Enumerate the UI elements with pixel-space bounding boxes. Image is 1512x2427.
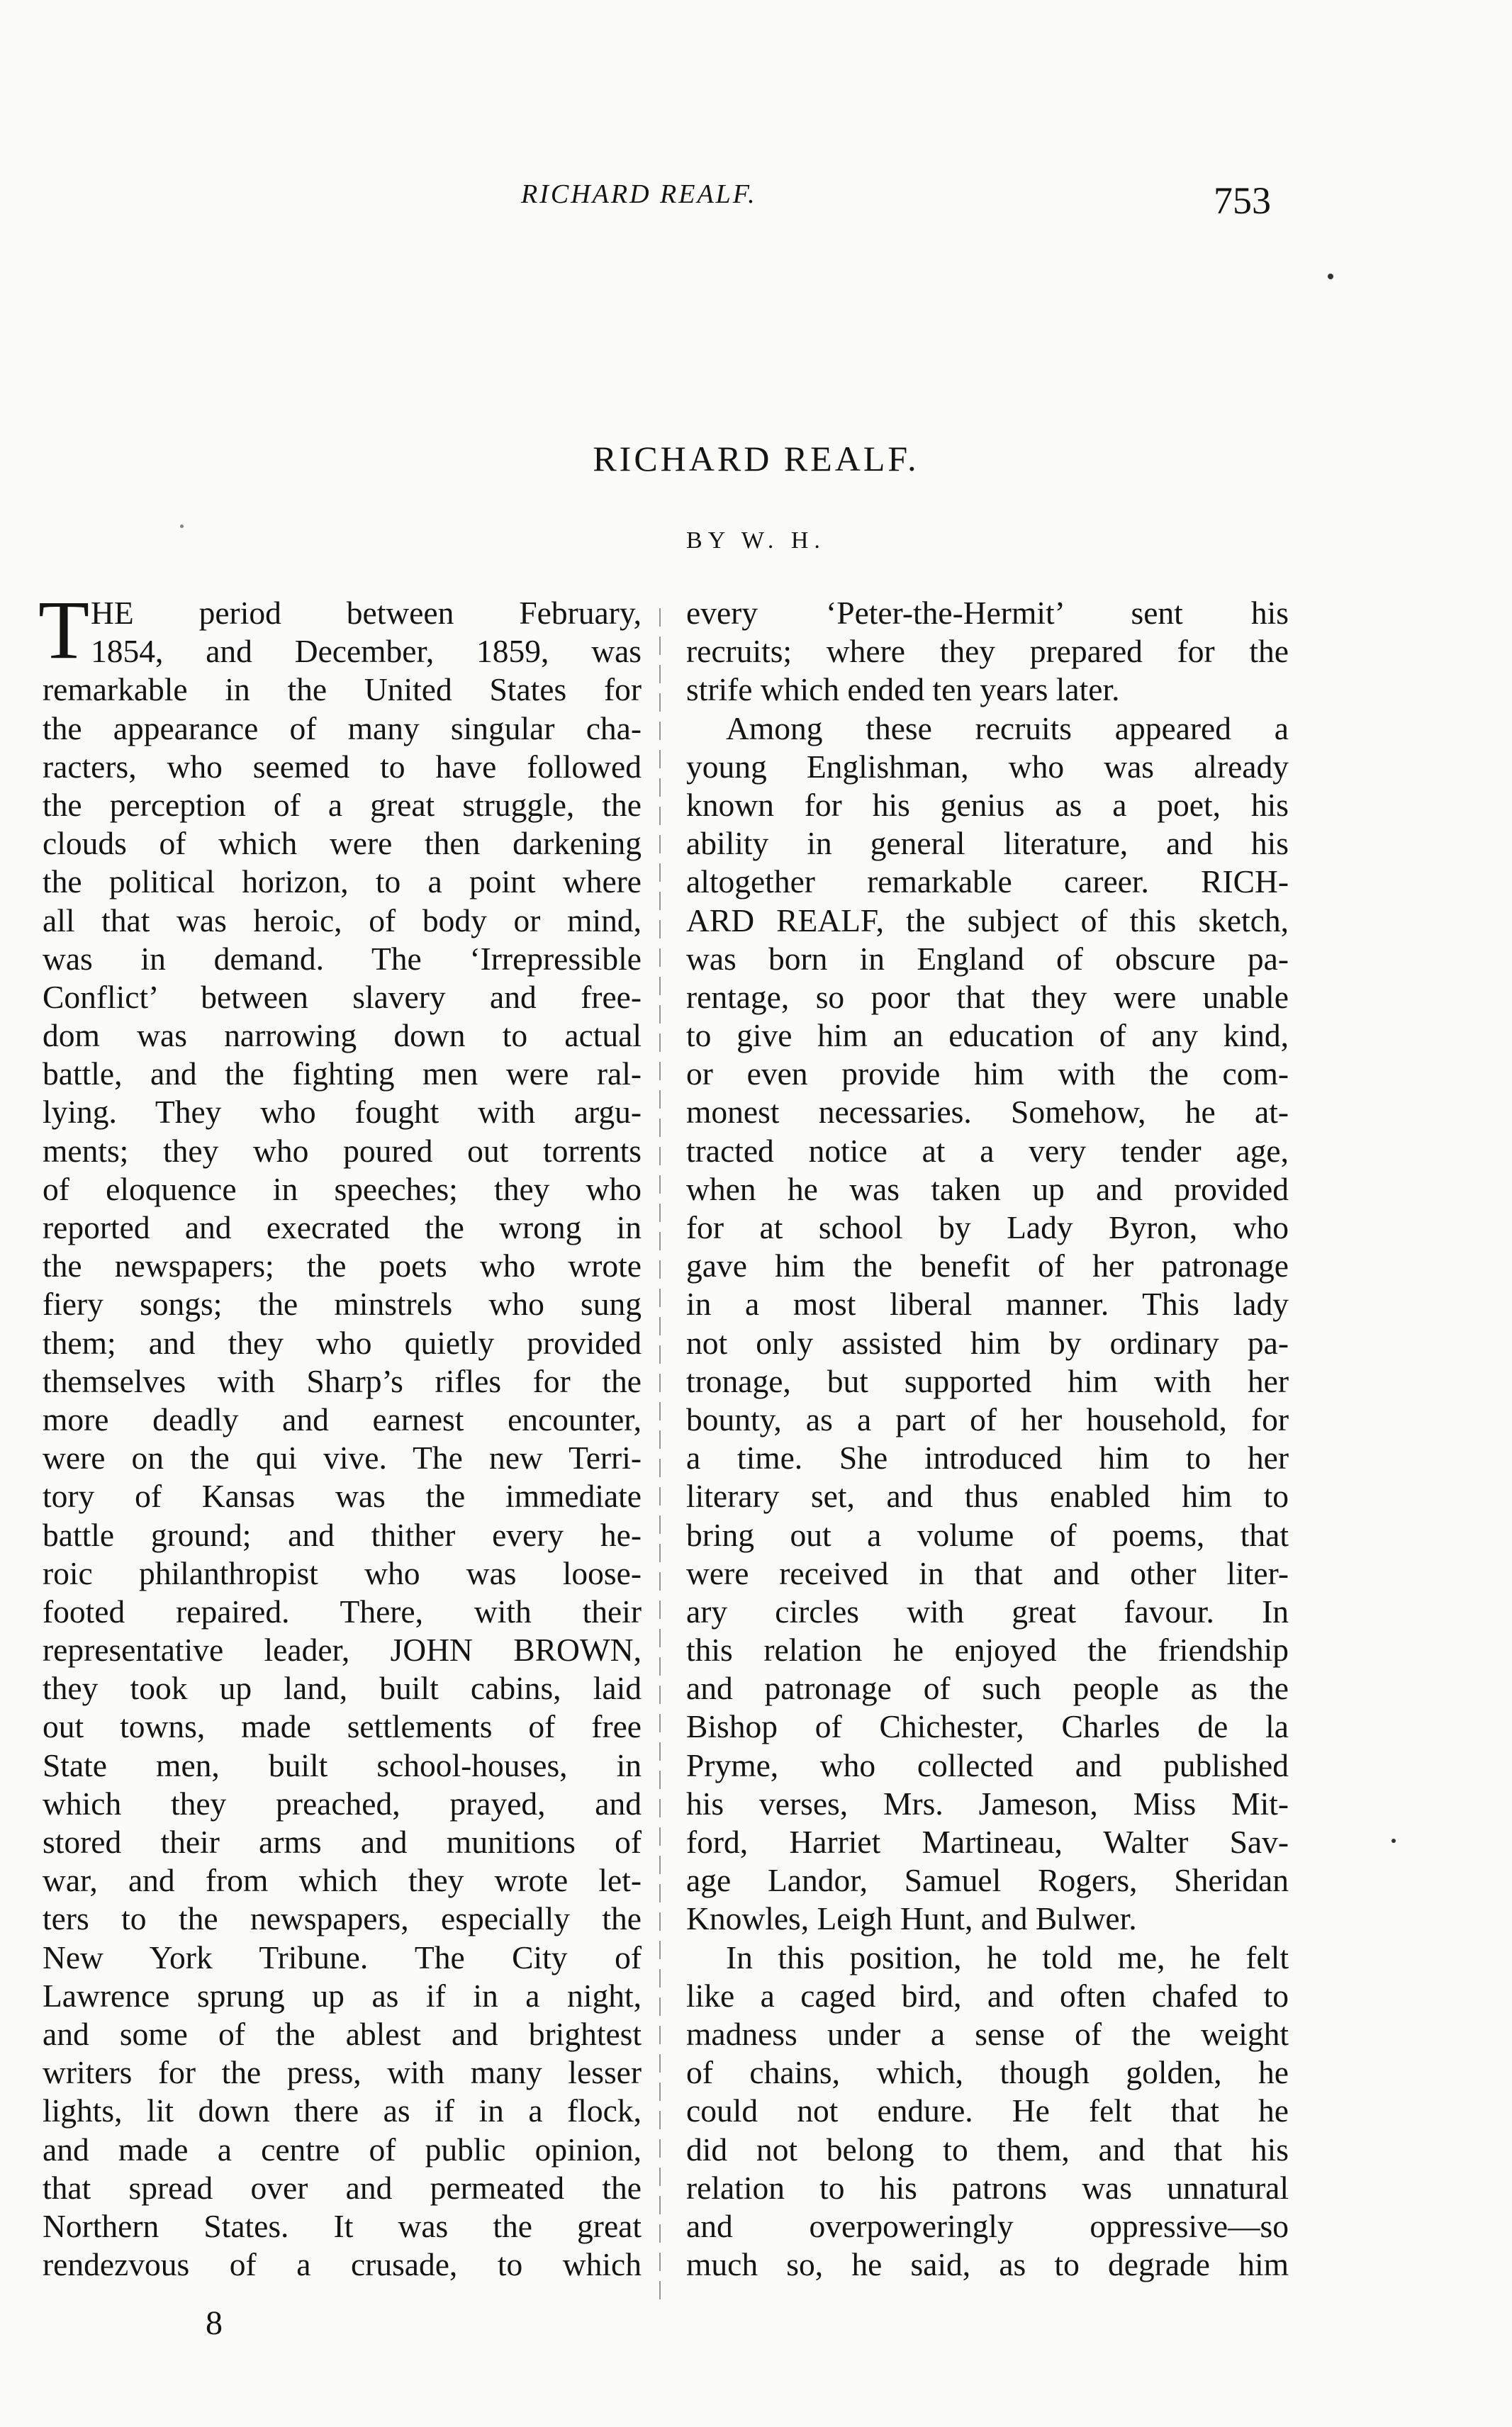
text-line: which they preached, prayed, and [43, 1785, 642, 1822]
text-line: bounty, as a part of her household, for [686, 1401, 1289, 1437]
text-line: to give him an education of any kind, [686, 1017, 1289, 1054]
text-line: the appearance of many singular cha- [43, 710, 642, 746]
text-line: war, and from which they wrote let- [43, 1862, 642, 1899]
text-line: when he was taken up and provided [686, 1170, 1289, 1207]
byline: BY W. H. [686, 527, 826, 554]
text-line: battle ground; and thither every he- [43, 1516, 642, 1553]
text-line: known for his genius as a poet, his [686, 786, 1289, 823]
text-line: monest necessaries. Somehow, he at- [686, 1094, 1289, 1131]
text-line: like a caged bird, and often chafed to [686, 1977, 1289, 2014]
text-line: clouds of which were then darkening [43, 825, 642, 862]
text-line: the newspapers; the poets who wrote [43, 1248, 642, 1284]
text-line: Pryme, who collected and published [686, 1747, 1289, 1783]
text-line: ARD REALF, the subject of this sketch, [686, 902, 1289, 938]
text-line: all that was heroic, of body or mind, [43, 902, 642, 938]
text-line: fiery songs; the minstrels who sung [43, 1286, 642, 1323]
text-line: bring out a volume of poems, that [686, 1516, 1289, 1553]
text-line: roic philanthropist who was loose- [43, 1554, 642, 1591]
text-line: strife which ended ten years later. [686, 671, 1120, 708]
page-number: 753 [1214, 179, 1271, 222]
text-line: ary circles with great favour. In [686, 1593, 1289, 1630]
text-line: the perception of a great struggle, the [43, 786, 642, 823]
text-line: battle, and the fighting men were ral- [43, 1055, 642, 1092]
column-rule [659, 608, 661, 2302]
text-line: tracted notice at a very tender age, [686, 1132, 1289, 1169]
text-line: New York Tribune. The City of [43, 1939, 642, 1975]
text-line: were on the qui vive. The new Terri- [43, 1440, 642, 1476]
text-line: lights, lit down there as if in a flock, [43, 2092, 642, 2129]
text-line: dom was narrowing down to actual [43, 1017, 642, 1054]
text-line: that spread over and permeated the [43, 2169, 642, 2206]
text-line: Conflict’ between slavery and free- [43, 978, 642, 1015]
text-line: ford, Harriet Martineau, Walter Sav- [686, 1824, 1289, 1860]
text-line: rentage, so poor that they were unable [686, 978, 1289, 1015]
text-line: they took up land, built cabins, laid [43, 1670, 642, 1707]
text-line: altogether remarkable career. RICH- [686, 863, 1289, 900]
text-line: did not belong to them, and that his [686, 2131, 1289, 2168]
text-line: madness under a sense of the weight [686, 2015, 1289, 2052]
text-line: was in demand. The ‘Irrepressible [43, 940, 642, 977]
text-line: lying. They who fought with argu- [43, 1094, 642, 1131]
text-line: writers for the press, with many lesser [43, 2054, 642, 2091]
text-line: of eloquence in speeches; they who [43, 1170, 642, 1207]
text-line: racters, who seemed to have followed [43, 748, 642, 785]
text-line: Northern States. It was the great [43, 2207, 642, 2244]
text-line: representative leader, JOHN BROWN, [43, 1632, 642, 1669]
text-line: Bishop of Chichester, Charles de la [686, 1708, 1289, 1745]
text-line: the political horizon, to a point where [43, 863, 642, 900]
text-line: age Landor, Samuel Rogers, Sheridan [686, 1862, 1289, 1899]
text-line: themselves with Sharp’s rifles for the [43, 1362, 642, 1399]
article-title: RICHARD REALF. [593, 439, 919, 478]
text-line: ters to the newspapers, especially the [43, 1900, 642, 1937]
text-line: reported and execrated the wrong in [43, 1209, 642, 1245]
text-line: ability in general literature, and his [686, 825, 1289, 862]
text-line: 1854, and December, 1859, was [91, 633, 642, 670]
text-line: young Englishman, who was already [686, 748, 1289, 785]
speck [180, 525, 184, 528]
text-line: Lawrence sprung up as if in a night, [43, 1977, 642, 2014]
text-line: his verses, Mrs. Jameson, Miss Mit- [686, 1785, 1289, 1822]
text-line: recruits; where they prepared for the [686, 633, 1289, 670]
drop-cap: T [38, 583, 90, 676]
text-line: was born in England of obscure pa- [686, 940, 1289, 977]
text-line: Knowles, Leigh Hunt, and Bulwer. [686, 1900, 1137, 1937]
text-line: out towns, made settlements of free [43, 1708, 642, 1745]
text-line: were received in that and other liter- [686, 1554, 1289, 1591]
text-line: could not endure. He felt that he [686, 2092, 1289, 2129]
text-line: and made a centre of public opinion, [43, 2131, 642, 2168]
text-line: In this position, he told me, he felt [726, 1939, 1289, 1975]
text-line: tronage, but supported him with her [686, 1362, 1289, 1399]
text-line: a time. She introduced him to her [686, 1440, 1289, 1476]
text-line: much so, he said, as to degrade him [686, 2246, 1289, 2283]
text-line: and overpoweringly oppressive—so [686, 2207, 1289, 2244]
text-line: rendezvous of a crusade, to which [43, 2246, 642, 2283]
left-column [43, 594, 642, 2284]
text-line: stored their arms and munitions of [43, 1824, 642, 1860]
text-line: and patronage of such people as the [686, 1670, 1289, 1707]
text-line: of chains, which, though golden, he [686, 2054, 1289, 2091]
text-line: them; and they who quietly provided [43, 1324, 642, 1361]
text-line: tory of Kansas was the immediate [43, 1478, 642, 1515]
text-line: relation to his patrons was unnatural [686, 2169, 1289, 2206]
speck [1328, 274, 1333, 279]
text-line: for at school by Lady Byron, who [686, 1209, 1289, 1245]
signature-mark: 8 [206, 2304, 223, 2342]
running-head: RICHARD REALF. [521, 179, 757, 209]
text-line: Among these recruits appeared a [726, 710, 1289, 746]
text-line: ments; they who poured out torrents [43, 1132, 642, 1169]
text-line: footed repaired. There, with their [43, 1593, 642, 1630]
right-column [686, 594, 1289, 2284]
text-line: this relation he enjoyed the friendship [686, 1632, 1289, 1669]
text-line: remarkable in the United States for [43, 671, 642, 708]
text-line: or even provide him with the com- [686, 1055, 1289, 1092]
text-line: State men, built school-houses, in [43, 1747, 642, 1783]
text-line: in a most liberal manner. This lady [686, 1286, 1289, 1323]
text-line: every ‘Peter-the-Hermit’ sent his [686, 595, 1289, 631]
text-line: and some of the ablest and brightest [43, 2015, 642, 2052]
text-line: not only assisted him by ordinary pa- [686, 1324, 1289, 1361]
text-line: HE period between February, [91, 595, 642, 631]
text-line: more deadly and earnest encounter, [43, 1401, 642, 1437]
text-line: gave him the benefit of her patronage [686, 1248, 1289, 1284]
text-line: literary set, and thus enabled him to [686, 1478, 1289, 1515]
speck [1391, 1839, 1396, 1843]
